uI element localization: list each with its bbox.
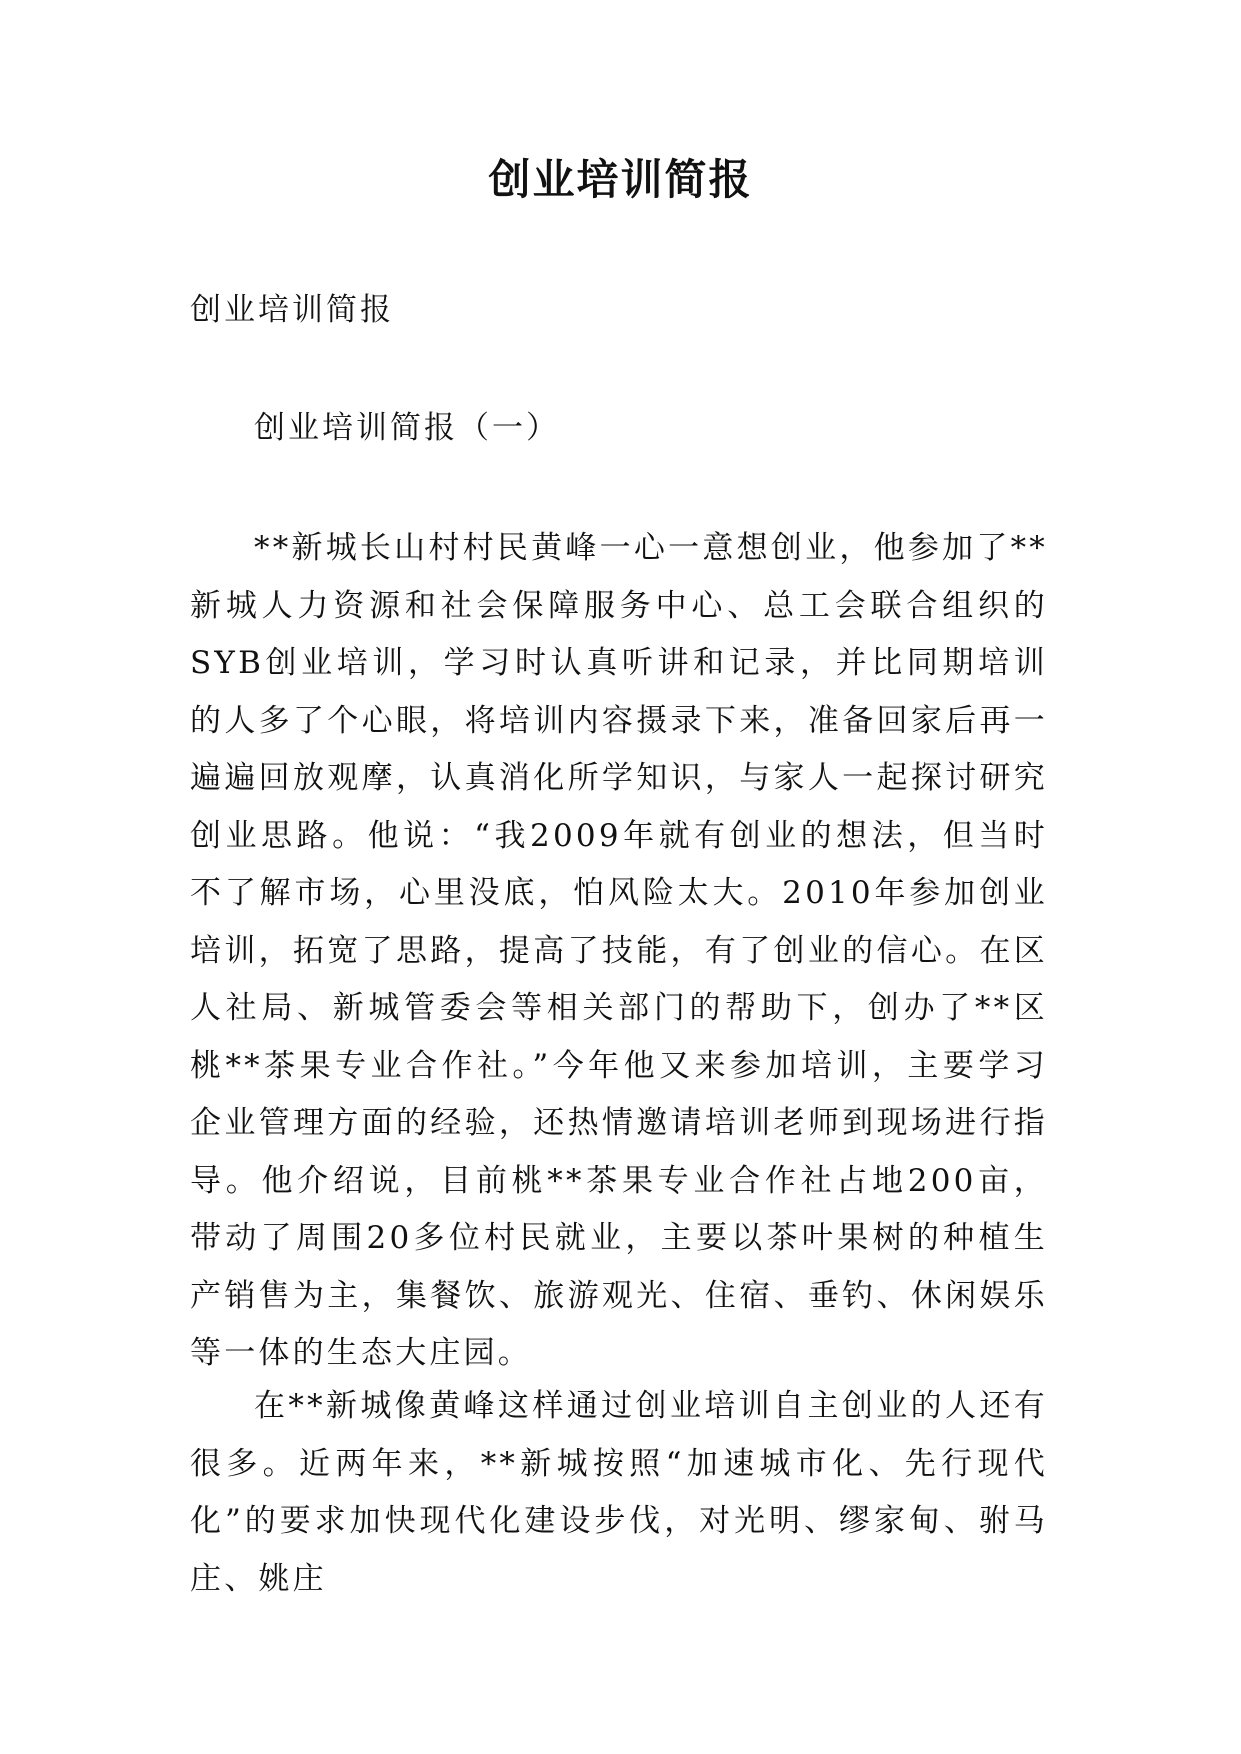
section-heading: 创业培训简报（一）: [254, 410, 560, 446]
document-title: 创业培训简报: [488, 155, 753, 204]
body-paragraph-1: **新城长山村村民黄峰一心一意想创业，他参加了**新城人力资源和社会保障服务中心、总工会联合组织的SYB创业培训，学习时认真听讲和记录，并比同期培训的人多了个心眼，将培训内容摄录下来，准备回家后再一遍遍回放观摩，认真消化所学知识，与家人一起探讨研究创业思路。他说：“我2009年就有创业的想法，但当时不了解市场，心里没底，怕风险太大。2010年参加创业培训，拓宽了思路，提高了技能，有了创业的信心。在区人社局、新城管委会等相关部门的帮助下，创办了**区桃**茶果专业合作社。”今年他又来参加培训，主要学习企业管理方面的经验，还热情邀请培训老师到现场进行指导。他介绍说，目前桃**茶果专业合作社占地200亩，带动了周围20多位村民就业，主要以茶叶果树的种植生产销售为主，集餐饮、旅游观光、住宿、垂钓、休闲娱乐等一体的生态大庄园。: [190, 530, 1048, 1371]
body-paragraph-2: 在**新城像黄峰这样通过创业培训自主创业的人还有很多。近两年来，**新城按照“加速城市化、先行现代化”的要求加快现代化建设步伐，对光明、缪家甸、驸马庄、姚庄: [190, 1388, 1048, 1597]
document-subtitle: 创业培训简报: [190, 292, 394, 328]
